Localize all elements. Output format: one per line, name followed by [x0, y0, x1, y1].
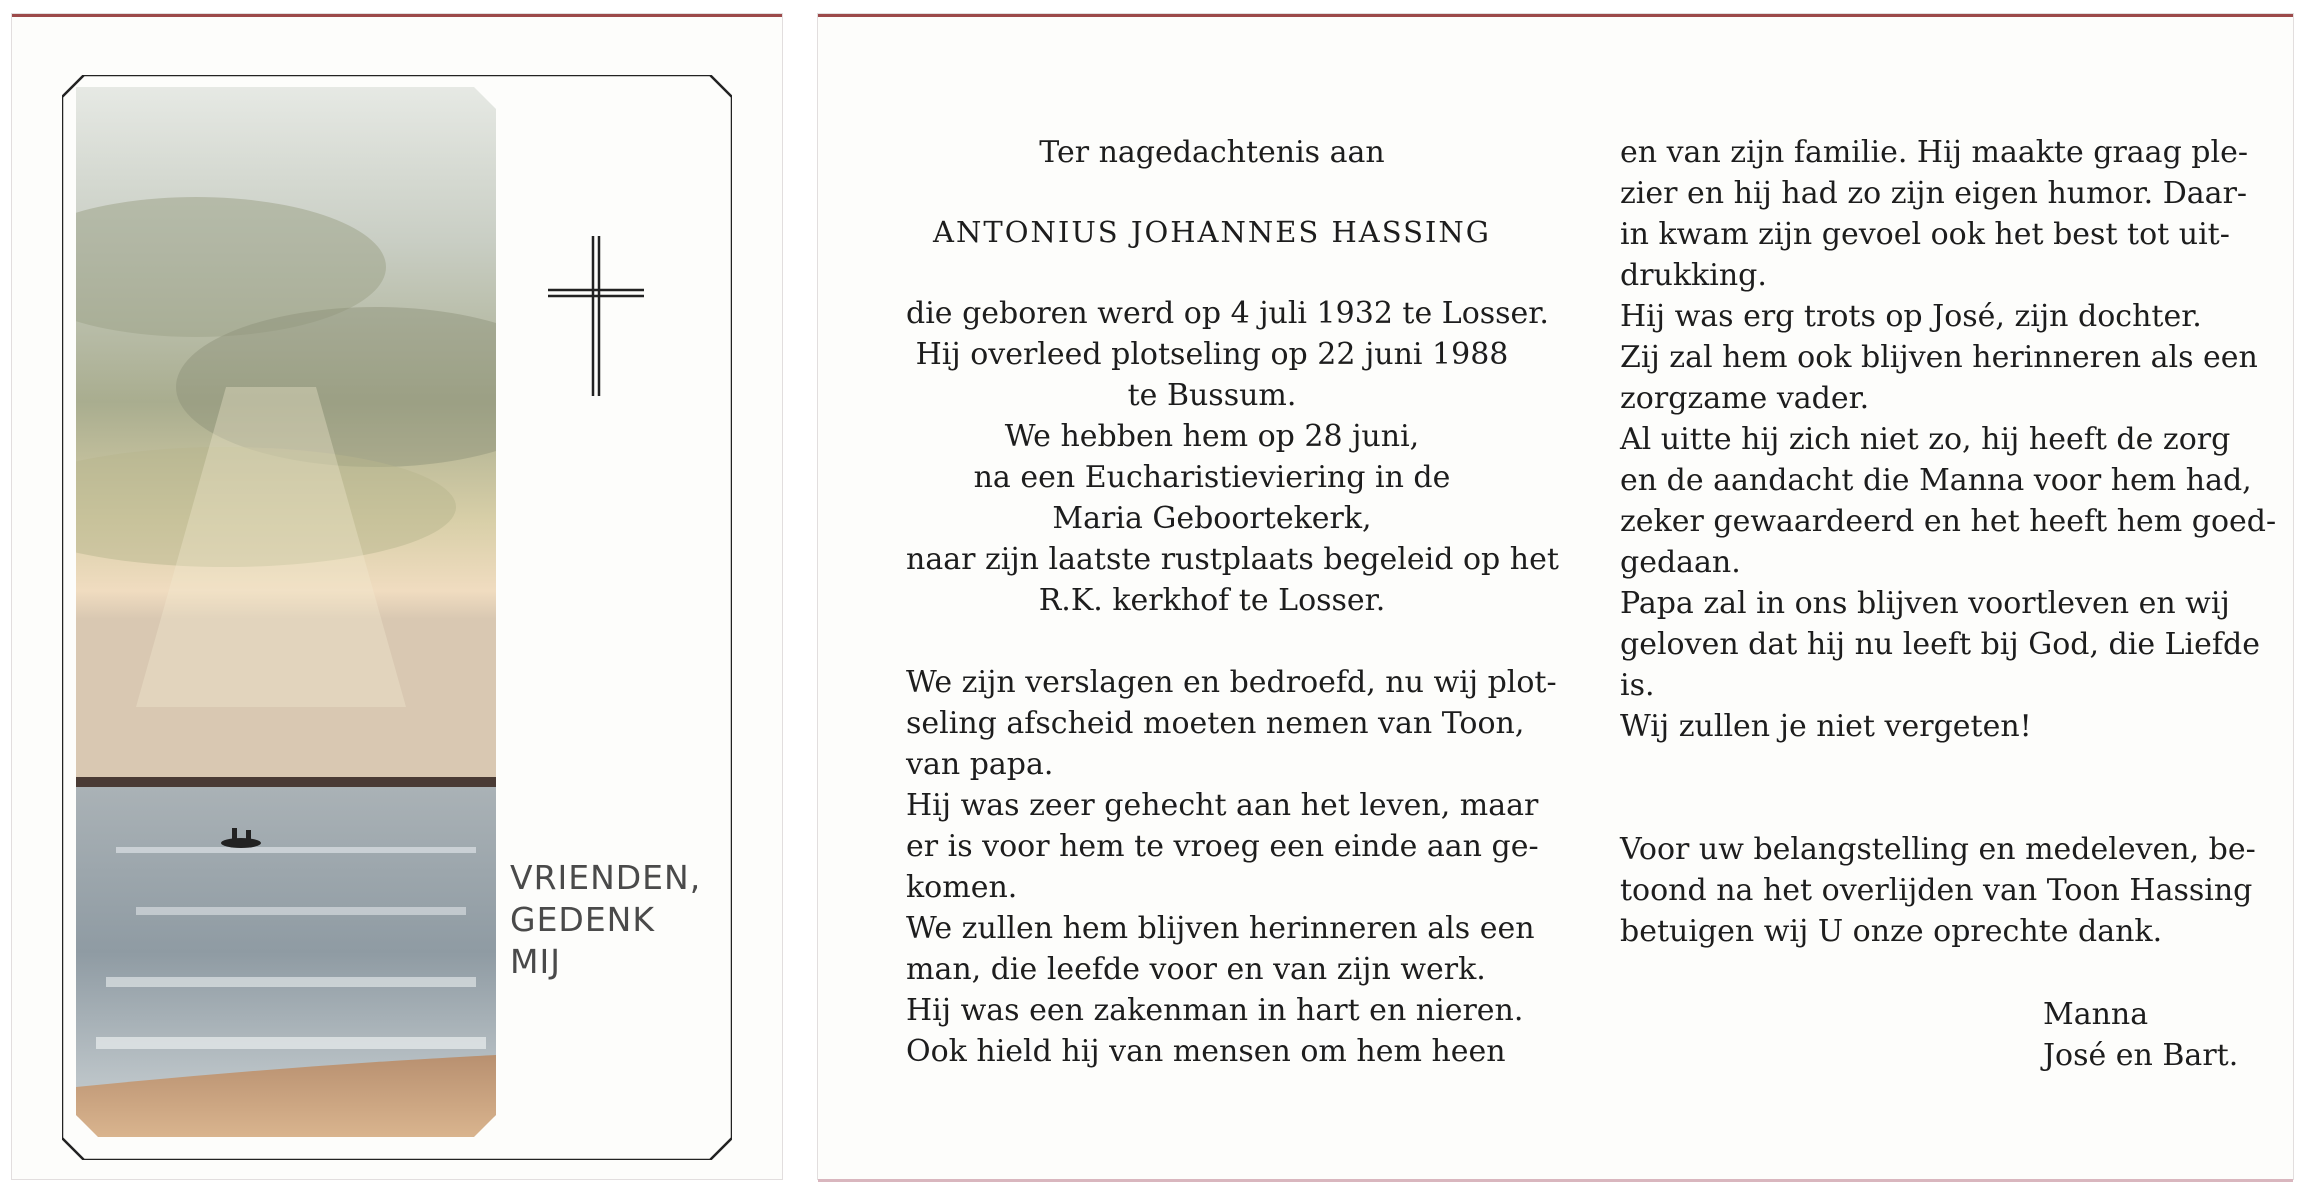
text-line: in kwam zijn gevoel ook het best tot uit-: [1620, 217, 2230, 252]
text-line: is.: [1620, 668, 1655, 703]
text-line: komen.: [906, 870, 1018, 905]
signature-line: Manna: [2043, 997, 2149, 1032]
cross-icon: [548, 236, 644, 396]
text-line: seling afscheid moeten nemen van Toon,: [906, 706, 1525, 741]
thanks-line: Voor uw belangstelling en medeleven, be-: [1620, 832, 2256, 867]
text-line: Wij zullen je niet vergeten!: [1620, 709, 2032, 744]
detail-line: Hij overleed plotseling op 22 juni 1988: [915, 337, 1509, 372]
text-line: zorgzame vader.: [1620, 381, 1870, 416]
text-line: en van zijn familie. Hij maakte graag ple-: [1620, 135, 2248, 170]
detail-line: die geboren werd op 4 juli 1932 te Losser.: [906, 296, 1549, 331]
text-line: We zullen hem blijven herinneren als een: [906, 911, 1535, 946]
text-line: zier en hij had zo zijn eigen humor. Daar-: [1620, 176, 2248, 211]
detail-line: We hebben hem op 28 juni,: [1004, 419, 1420, 454]
intro-text: Ter nagedachtenis aan: [1039, 135, 1385, 170]
text-line: Al uitte hij zich niet zo, hij heeft de zorg: [1620, 422, 2231, 457]
text-line: We zijn verslagen en bedroefd, nu wij plot-: [906, 665, 1557, 700]
text-line: man, die leefde voor en van zijn werk.: [906, 952, 1486, 987]
motto-line: GEDENK: [510, 900, 656, 939]
text-line: Hij was een zakenman in hart en nieren.: [906, 993, 1524, 1028]
lake-photo: [76, 87, 496, 1137]
text-line: drukking.: [1620, 258, 1767, 293]
motto-line: VRIENDEN,: [510, 858, 702, 897]
signature-line: José en Bart.: [2043, 1038, 2239, 1073]
detail-line: na een Eucharistieviering in de: [973, 460, 1451, 495]
detail-line: naar zijn laatste rustplaats begeleid op het: [906, 542, 1559, 577]
text-line: en de aandacht die Manna voor hem had,: [1620, 463, 2252, 498]
detail-line: Maria Geboortekerk,: [1052, 501, 1372, 536]
text-line: Papa zal in ons blijven voortleven en wij: [1620, 586, 2230, 621]
text-line: van papa.: [906, 747, 1054, 782]
text-line: Ook hield hij van mensen om hem heen: [906, 1034, 1506, 1069]
motto-line: MIJ: [510, 942, 561, 981]
text-line: Zij zal hem ook blijven herinneren als een: [1620, 340, 2258, 375]
detail-line: te Bussum.: [1127, 378, 1297, 413]
text-line: er is voor hem te vroeg een einde aan ge-: [906, 829, 1539, 864]
thanks-line: toond na het overlijden van Toon Hassing: [1620, 873, 2253, 908]
thanks-line: betuigen wij U onze oprechte dank.: [1620, 914, 2163, 949]
detail-line: R.K. kerkhof te Losser.: [1038, 583, 1386, 618]
text-line: geloven dat hij nu leeft bij God, die Liefde: [1620, 627, 2260, 662]
text-line: gedaan.: [1620, 545, 1741, 580]
text-line: Hij was erg trots op José, zijn dochter.: [1620, 299, 2202, 334]
text-line: Hij was zeer gehecht aan het leven, maar: [906, 788, 1539, 823]
deceased-name: ANTONIUS JOHANNES HASSING: [933, 215, 1491, 249]
text-line: zeker gewaardeerd en het heeft hem goed-: [1620, 504, 2277, 539]
left-card: [12, 14, 782, 1179]
